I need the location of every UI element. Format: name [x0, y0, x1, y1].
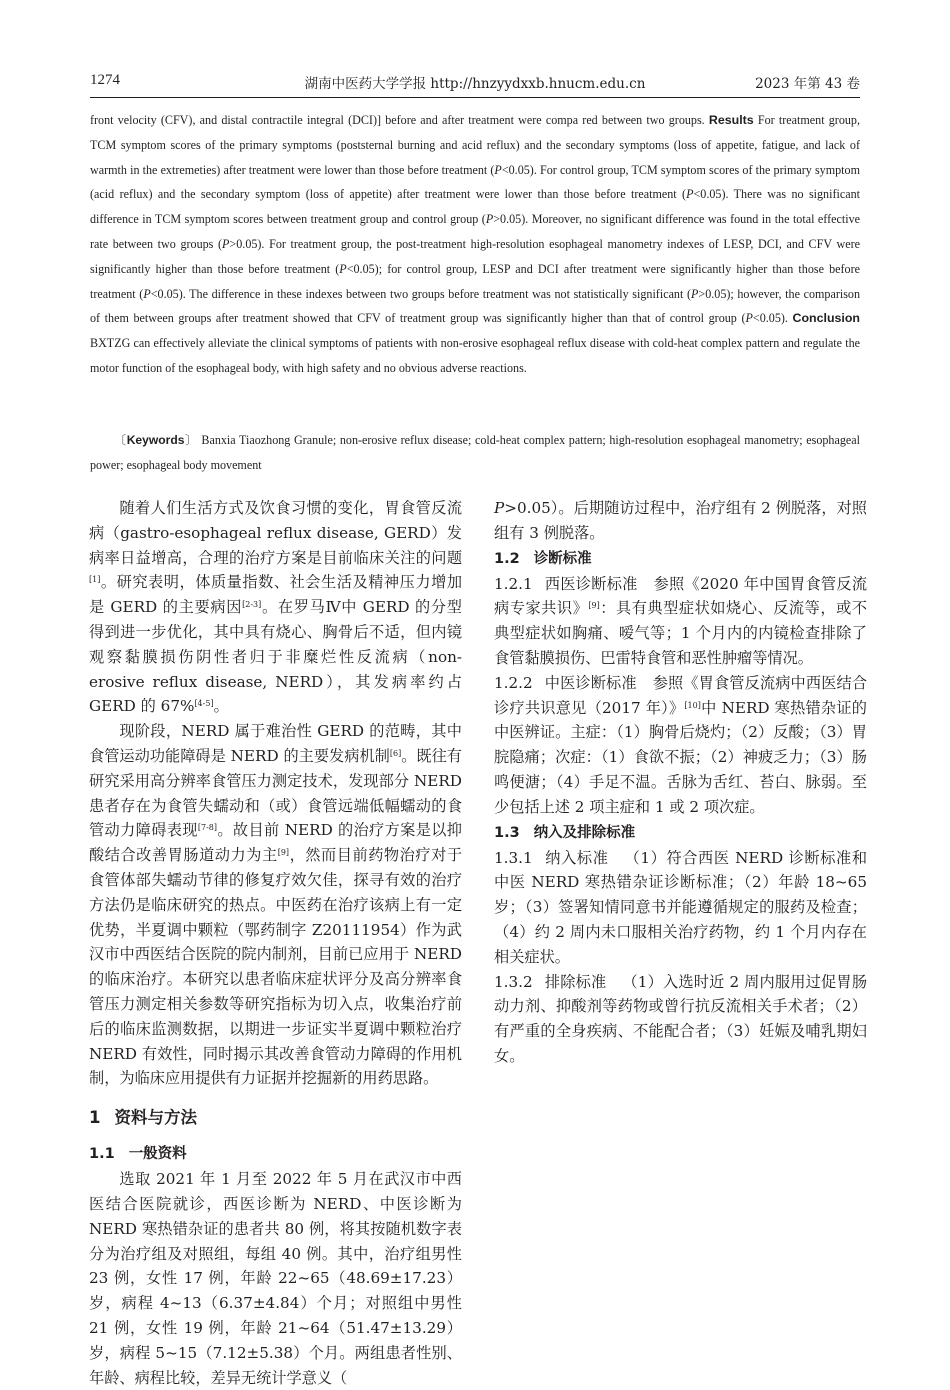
section-heading-1: 1 资料与方法 — [89, 1108, 197, 1128]
right-column — [494, 496, 867, 1069]
section-heading-1-2: 1.2 诊断标准 — [494, 550, 592, 567]
section-heading-1-3: 1.3 纳入及排除标准 — [494, 824, 636, 841]
general-info-continued: P>0.05）。后期随访过程中，治疗组有 2 例脱落，对照组有 3 例脱落。 — [494, 499, 867, 542]
journal-title: 湖南中医药大学学报 http://hnzyydxxb.hnucm.edu.cn — [304, 76, 646, 92]
header-rule — [90, 97, 860, 98]
citation[interactable]: [7-8] — [197, 823, 217, 833]
abstract-text: front velocity (CFV), and distal contractile integral (DCI)] before and after treatment were compa red between two groups. Results For treatment group, TCM symptom scores of the primary symptoms (poststernal burning and acid reflux) and the secondary symptoms (loss of appetite, fatigue, and lack of warmth in the extremeties) after treatment were lower than those before treatment (P<0.05). For control group, TCM symptom scores of the primary symptom (acid reflux) and the secondary symptom (loss of appetite) after treatment were lower than those before treatment (P<0.05). There was no significant difference in TCM symptom scores between treatment group and control group (P>0.05). Moreover, no significant difference was found in the total effective rate between two groups (P>0.05). For treatment group, the post-treatment high-resolution esophageal manometry indexes of LESP, DCI, and CFV were significantly higher than those before treatment (P<0.05); for control group, LESP and DCI after treatment were significantly higher than those before treatment (P<0.05). The difference in these indexes between two groups before treatment was not statistically significant (P>0.05); however, the comparison of them between groups after treatment showed that CFV of treatment group was significantly higher than that of control group (P<0.05). Conclusion BXTZG can effectively alleviate the clinical symptoms of patients with non-erosive esophageal reflux disease with cold-heat complex pattern and regulate the motor function of the esophageal body, with high safety and no obvious adverse reactions. — [90, 113, 861, 375]
citation[interactable]: [4-5] — [194, 699, 214, 709]
results-label: Results — [708, 113, 754, 127]
inclusion-criteria: 1.3.1 纳入标准 （1）符合西医 NERD 诊断标准和中医 NERD 寒热错杂证诊断标准；（2）年龄 18~65岁；（3）签署知情同意书并能遵循规定的服药及检查；（4）约 2 周内未口服相关治疗药物，约 1 个月内存在相关症状。 — [494, 848, 868, 966]
citation[interactable]: [2-3] — [242, 600, 262, 610]
running-header — [90, 72, 860, 92]
conclusion-label: Conclusion — [792, 311, 860, 326]
intro-paragraph-2: 现阶段，NERD 属于难治性 GERD 的范畴，其中食管运动功能障碍是 NERD 的主要发病机制[6]。既往有研究采用高分辨率食管压力测定技术，发现部分 NERD 患者存在为食管失蠕动和（或）食管远端低幅蠕动的食管动力障碍表现[7-8]。故目前 NERD 的治疗方案是以抑酸结合改善胃肠道动力为主[9]，然而目前药物治疗对于食管体部失蠕动节律的修复疗效欠佳，探寻有效的治疗方法仍是临床研究的热点。中医药在治疗该病上有一定优势，半夏调中颗粒（鄂药制字 Z20111954）作为武汉市中西医结合医院的院内制剂，目前已应用于 NERD 的临床治疗。本研究以患者临床症状评分及高分辨率食管压力测定相关参数等研究指标为切入点，收集治疗前后的临床监测数据，以期进一步证实半夏调中颗粒治疗 NERD 有效性，同时揭示其改善食管动力障碍的作用机制，为临床应用提供有力证据并挖掘新的用药思路。 — [89, 722, 463, 1088]
citation[interactable]: [6] — [389, 748, 402, 758]
keywords: 〔Keywords〕 Banxia Tiaozhong Granule; non-erosive reflux disease; cold-heat complex pattern; high-resolution esophageal manometry; esophageal power; esophageal body movement — [90, 433, 860, 472]
section-heading-1-1: 1.1 一般资料 — [89, 1146, 187, 1163]
page-number: 1274 — [90, 72, 120, 88]
citation[interactable]: [9] — [588, 601, 600, 611]
tcm-diagnosis: 1.2.2 中医诊断标准 参照《胃食管反流病中西医结合诊疗共识意见（2017 年）》[10]中 NERD 寒热错杂证的中医辨证。主症：（1）胸骨后烧灼；（2）反酸；（3）胃脘隐痛；次症：（1）食欲不振；（2）神疲乏力；（3）肠鸣便溏；（4）手足不温。舌脉为舌红、苔白、脉弱。至少包括上述 2 项主症和 1 或 2 项次症。 — [494, 673, 868, 816]
citation[interactable]: [1] — [89, 575, 101, 585]
volume-label: 2023 年第 43 卷 — [755, 76, 860, 92]
intro-paragraph-1: 随着人们生活方式及饮食习惯的变化，胃食管反流病（gastro-esophageal reflux disease, GERD）发病率日益增高，合理的治疗方案是目前临床关注的问题[1]。研究表明，体质量指数、社会生活及精神压力增加是 GERD 的主要病因[2-3]。在罗马Ⅳ中 GERD 的分型得到进一步优化，其中具有烧心、胸骨后不适，但内镜观察黏膜损伤阴性者归于非糜烂性反流病（non-erosive reflux disease, NERD），其发病率约占 GERD 的 67%[4-5]。 — [89, 499, 462, 716]
exclusion-criteria: 1.3.2 排除标准 （1）入选时近 2 周内服用过促胃肠动力剂、抑酸剂等药物或曾行抗反流相关手术者；（2）有严重的全身疾病、不能配合者；（3）妊娠及哺乳期妇女。 — [494, 972, 868, 1065]
western-diagnosis: 1.2.1 西医诊断标准 参照《2020 年中国胃食管反流病专家共识》[9]：具有典型症状如烧心、反流等，或不典型症状如胸痛、嗳气等；1 个月内的内镜检查排除了食管黏膜损伤、巴雷特食管和恶性肿瘤等情况。 — [494, 574, 868, 667]
general-info-paragraph: 选取 2021 年 1 月至 2022 年 5 月在武汉市中西医结合医院就诊，西医诊断为 NERD、中医诊断为 NERD 寒热错杂证的患者共 80 例，将其按随机数字表分为治疗组及对照组，每组 40 例。其中，治疗组男性 23 例，女性 17 例，年龄 22~65（48.69±17.23）岁，病程 4~13（6.37±4.84）个月；对照组中男性 21 例，女性 19 例，年龄 21~64（51.47±13.29）岁，病程 5~15（7.12±5.38）个月。两组患者性别、年龄、病程比较，差异无统计学意义（ — [89, 1170, 462, 1387]
left-column — [89, 496, 462, 1390]
citation[interactable]: [10] — [684, 700, 701, 710]
citation[interactable]: [9] — [277, 848, 290, 858]
